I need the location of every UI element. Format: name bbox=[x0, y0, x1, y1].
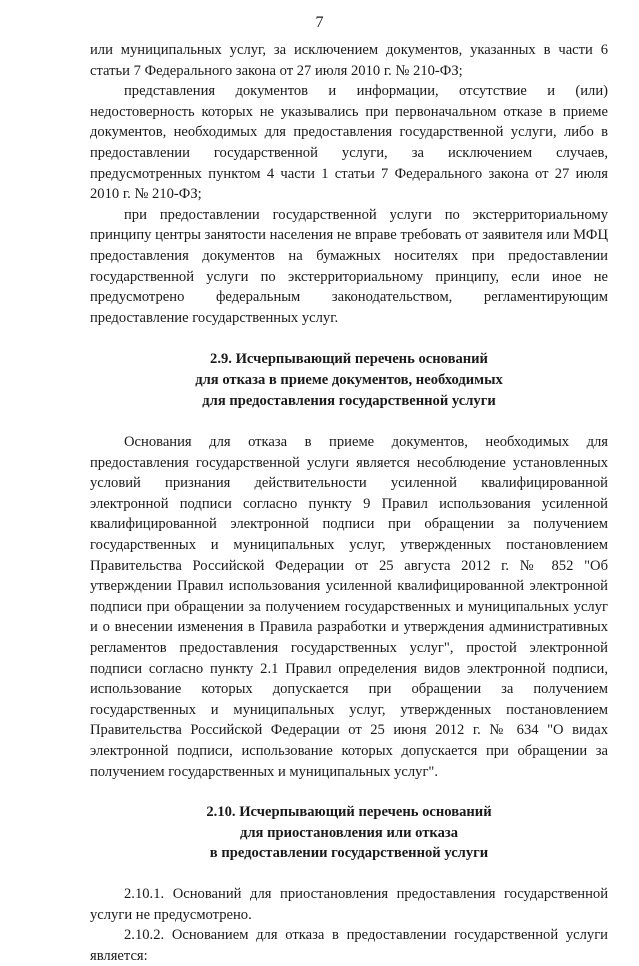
page-number: 7 bbox=[315, 14, 324, 31]
section-heading-2-9 bbox=[90, 349, 608, 411]
heading-line: 2.9. Исчерпывающий перечень оснований bbox=[210, 351, 488, 368]
heading-line: 2.10. Исчерпывающий перечень оснований bbox=[206, 804, 492, 821]
paragraph-2-10-1: 2.10.1. Оснований для приостановления предоставления государственной услуги не предусмотрено. bbox=[90, 885, 608, 923]
heading-line: в предоставлении государственной услуги bbox=[209, 845, 489, 862]
heading-line: для отказа в приеме документов, необходимых bbox=[195, 371, 503, 388]
heading-line: для приостановления или отказа bbox=[239, 824, 459, 841]
paragraph-documents-info: представления документов и информации, отсутствие и (или) недостоверность которых не указывались при первоначальном отказе в приеме документов, необходимых для предоставления государственной услуги, либо в предоставлении государственной услуги, за исключением случаев, предусмотренных пунктом 4 части 1 статьи 7 Федерального закона от 27 июля 2010 г. № 210-ФЗ; bbox=[90, 83, 608, 203]
paragraph-refusal-grounds: Основания для отказа в приеме документов, необходимых для предоставления государственной услуги является несоблюдение установленных условий признания действительности усиленной квалифицированной электронной подписи согласно пункту 9 Правил использования усиленной квалифицированной электронной подписи при обращении за получением государственных и муниципальных услуг, утвержденных постановлением Правительства Российской Федерации от 25 августа 2012 г. № 852 "Об утверждении Правил использования усиленной квалифицированной электронной подписи при обращении за получением государственных и муниципальных услуг и о внесении изменения в Правила разработки и утверждения административных регламентов предоставления государственных услуг", простой электронной подписи согласно пункту 2.1 Правил определения видов электронной подписи, использование которых допускается при обращении за получением государственных и муниципальных услуг, утвержденных постановлением Правительства Российской Федерации от 25 июня 2012 г. № 634 "О видах электронной подписи, использование которых допускается при обращении за получением государственных и муниципальных услуг". bbox=[90, 434, 608, 780]
section-heading-2-10 bbox=[90, 802, 608, 864]
paragraph-exterritorial: при предоставлении государственной услуги по экстерриториальному принципу центры занятости населения не вправе требовать от заявителя или МФЦ предоставления документов на бумажных носителях при предоставлении государственной услуги по экстерриториальному принципу, если иное не предусмотрено федеральным законодательством, регламентирующим предоставление государственных услуг. bbox=[90, 206, 608, 326]
paragraph-2-10-2: 2.10.2. Основанием для отказа в предоставлении государственной услуги является: bbox=[90, 927, 608, 964]
document-body bbox=[90, 40, 608, 966]
paragraph-continuation: или муниципальных услуг, за исключением документов, указанных в части 6 статьи 7 Федерального закона от 27 июля 2010 г. № 210-ФЗ; bbox=[90, 42, 608, 79]
heading-line: для предоставления государственной услуги bbox=[202, 392, 496, 409]
